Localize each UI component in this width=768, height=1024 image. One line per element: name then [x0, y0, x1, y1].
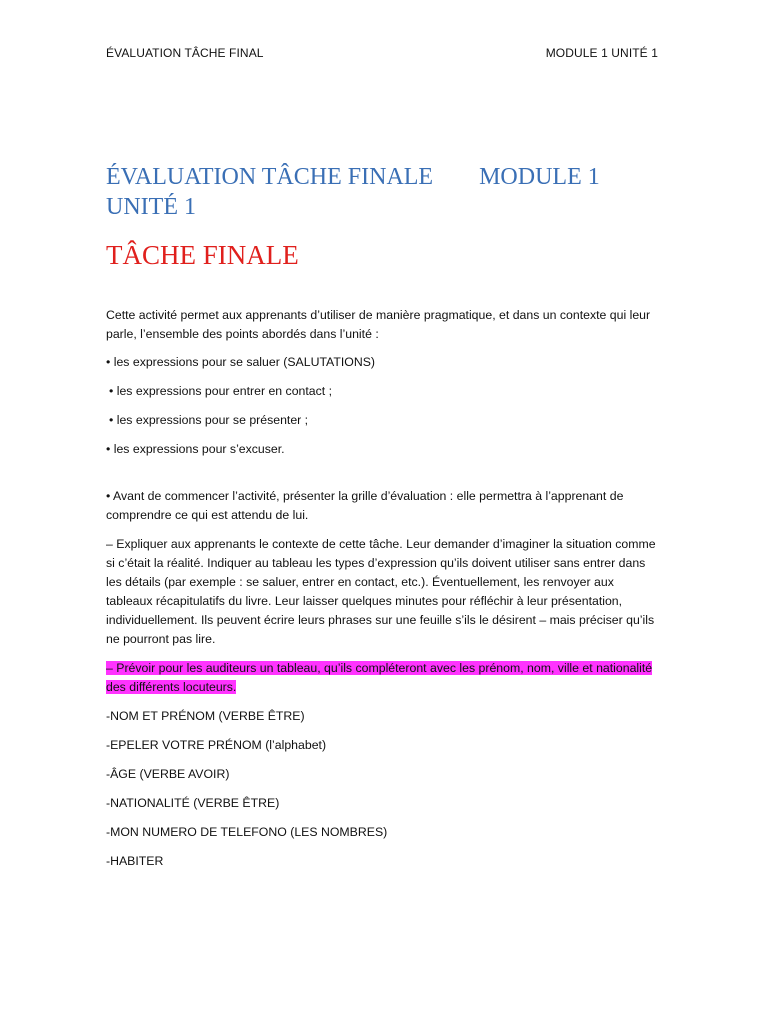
title-part-3: UNITÉ 1 [106, 194, 196, 220]
page-header [106, 46, 658, 60]
document-body [106, 306, 658, 881]
title-part-2: MODULE 1 [479, 164, 600, 190]
bullet-item: • les expressions pour se saluer (SALUTATIONS) [106, 355, 376, 369]
highlighted-text: – Prévoir pour les auditeurs un tableau, qu’ils compléteront avec les prénom, nom, ville et nationalité des différents locuteurs. [106, 661, 653, 694]
paragraph-evaluation-grid: • Avant de commencer l’activité, présenter la grille d’évaluation : elle permettra à l’apprenant de comprendre ce qui est attendu de lui. [106, 489, 624, 522]
bullet-item: • les expressions pour s’excuser. [106, 442, 285, 456]
header-right: MODULE 1 UNITÉ 1 [545, 46, 658, 60]
list-item: -NOM ET PRÉNOM (VERBE ÊTRE) [106, 709, 305, 723]
list-item: -ÂGE (VERBE AVOIR) [106, 767, 230, 781]
list-item: -HABITER [106, 854, 164, 868]
section-title: TÂCHE FINALE [106, 240, 299, 270]
list-item: -NATIONALITÉ (VERBE ÊTRE) [106, 796, 280, 810]
list-item: -EPELER VOTRE PRÉNOM (l’alphabet) [106, 738, 327, 752]
title-part-1: ÉVALUATION TÂCHE FINALE [106, 164, 434, 190]
list-item: -MON NUMERO DE TELEFONO (LES NOMBRES) [106, 825, 388, 839]
intro-paragraph: Cette activité permet aux apprenants d’utiliser de manière pragmatique, et dans un contexte qui leur parle, l’ensemble des points abordés dans l’unité : [106, 308, 651, 341]
paragraph-instructions: – Expliquer aux apprenants le contexte de cette tâche. Leur demander d’imaginer la situation comme si c’était la réalité. Indiquer au tableau les types d’expression qu’ils doivent utiliser sans entrer dans les détails (par exemple : se saluer, entrer en contact, etc.). Éventuellement, les renvoyer aux tableaux récapitulatifs du livre. Leur laisser quelques minutes pour réfléchir à leur présentation, individuellement. Ils peuvent écrire leurs phrases sur une feuille s’ils le désirent – mais préciser qu’ils ne pourront pas lire. [106, 537, 656, 646]
header-left: ÉVALUATION TÂCHE FINAL [106, 46, 264, 60]
bullet-item: • les expressions pour se présenter ; [109, 413, 309, 427]
document-title [106, 162, 666, 222]
paragraph-highlighted [106, 659, 658, 697]
bullet-item: • les expressions pour entrer en contact ; [109, 384, 333, 398]
